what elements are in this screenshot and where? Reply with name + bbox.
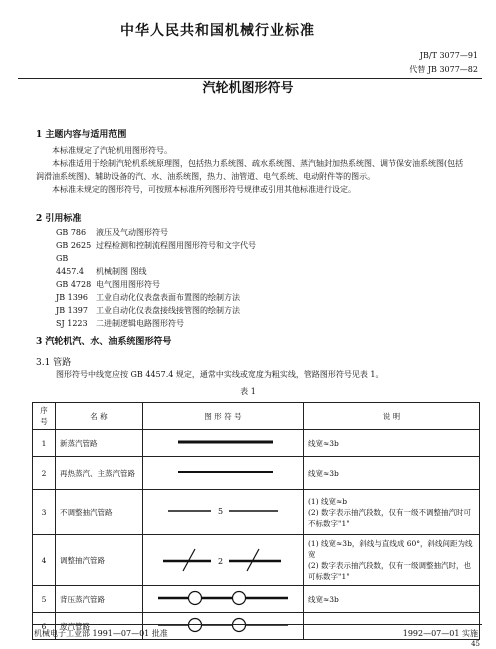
row-number: 5	[33, 586, 56, 613]
page-number: 45	[471, 640, 480, 648]
document-title: 汽轮机图形符号	[202, 81, 294, 96]
reference-code: GB 786	[56, 228, 87, 237]
section-1-heading: 1 主题内容与适用范围	[36, 130, 127, 140]
symbol-cell	[143, 535, 304, 586]
issuing-organization: 中华人民共和国机械行业标准	[120, 23, 315, 39]
table-row	[33, 457, 480, 490]
section-3-heading: 3 汽轮机汽、水、油系统图形符号	[36, 337, 172, 347]
reference-code: SJ 1223	[56, 319, 88, 328]
subsection-3-1-heading: 3.1 管路	[36, 358, 72, 368]
row-name: 调整抽汽管路	[56, 535, 143, 586]
header-no: 序号	[33, 403, 56, 430]
reference-item	[56, 252, 256, 278]
reference-title: 过程检测和控制流程图用图形符号和文字代号	[96, 241, 256, 250]
row-description: (1) 线宽≈b (2) 数字表示抽汽段数，仅有一级不调整抽汽时可不标数字"1"	[304, 490, 480, 535]
reference-list	[56, 226, 256, 330]
symbol-table	[32, 402, 480, 640]
thick-line-symbol	[143, 430, 303, 454]
symbol-cell	[143, 490, 304, 535]
circles-line-symbol	[143, 586, 303, 610]
section-1-body	[36, 144, 466, 196]
row-number: 6	[33, 613, 56, 640]
medium-line-symbol	[143, 457, 303, 487]
header-symbol: 图 形 符 号	[143, 403, 304, 430]
subsection-3-1-note: 图形符号中线宽应按 GB 4457.4 规定，通常中实线或宽度为粗实线，管路图形符号见表 1。	[56, 370, 384, 379]
table-row	[33, 490, 480, 535]
reference-code: GB 4728	[56, 280, 92, 289]
reference-item	[56, 304, 256, 317]
row-name: 新蒸汽管路	[56, 430, 143, 457]
row-description: 线宽≈3b	[304, 430, 480, 457]
reference-code: GB 2625	[56, 241, 92, 250]
reference-title: 电气图用图形符号	[96, 280, 160, 289]
standard-number: JB/T 3077—91	[419, 51, 478, 60]
row-name: 废汽管路	[56, 613, 143, 640]
reference-item	[56, 317, 256, 330]
row-name: 背压蒸汽管路	[56, 586, 143, 613]
row-description: (1) 线宽≈3b，斜线与直线成 60°，斜线间距为线宽 (2) 数字表示抽汽段数，仅有一级调整抽汽时，也可标数字"1"	[304, 535, 480, 586]
approval-line: 机械电子工业部 1991—07—01 批准	[34, 629, 168, 638]
symbol-cell	[143, 457, 304, 490]
row-number: 1	[33, 430, 56, 457]
section-1-paragraph: 本标准未规定的图形符号，可按照本标准所列图形符号规律或引用其他标准进行设定。	[52, 185, 356, 194]
reference-title: 工业自动化仪表盘表面布置图的绘制方法	[96, 293, 240, 302]
section-1-paragraph: 本标准规定了汽轮机用图形符号。	[52, 146, 172, 155]
standard-number-block	[409, 49, 478, 77]
table-caption: 表 1	[240, 387, 256, 396]
header-name: 名 称	[56, 403, 143, 430]
row-name: 再热蒸汽、主蒸汽管路	[56, 457, 143, 490]
row-description: 线宽≈3b	[304, 586, 480, 613]
row-name: 不调整抽汽管路	[56, 490, 143, 535]
reference-title: 二进制逻辑电路图形符号	[96, 319, 184, 328]
section-2-heading: 2 引用标准	[36, 214, 82, 224]
extraction-stage-number: 2	[218, 557, 224, 566]
row-number: 3	[33, 490, 56, 535]
reference-item	[56, 226, 256, 239]
row-number: 2	[33, 457, 56, 490]
reference-code: GB 4457.4	[56, 254, 84, 276]
implementation-line: 1992—07—01 实施	[402, 629, 478, 638]
reference-item	[56, 239, 256, 252]
table-row	[33, 586, 480, 613]
footer-rule	[32, 624, 482, 625]
reference-item	[56, 278, 256, 291]
section-1-paragraph: 本标准适用于绘制汽轮机系统原理图，包括热力系统图、疏水系统图、蒸汽轴封加热系统图、调节保安油系统图(包括润滑油系统图)、辅助设备的汽、水、油系统图，热力、油管道、电气系统、电动附件等的图示。	[36, 159, 464, 181]
reference-item	[56, 291, 256, 304]
row-number: 4	[33, 535, 56, 586]
reference-title: 机械制图 图线	[96, 267, 147, 276]
reference-title: 液压及气动图形符号	[96, 228, 168, 237]
row-description: 线宽≈3b	[304, 457, 480, 490]
table-header-row	[33, 403, 480, 430]
header-description: 说 明	[304, 403, 480, 430]
replaced-standard: 代替 JB 3077—82	[409, 65, 478, 74]
symbol-cell	[143, 430, 304, 457]
reference-code: JB 1396	[56, 293, 88, 302]
extraction-stage-number: 5	[218, 507, 224, 516]
numbered-line-symbol	[143, 490, 303, 532]
table-row	[33, 535, 480, 586]
reference-title: 工业自动化仪表盘接线接管图的绘制方法	[96, 306, 240, 315]
reference-code: JB 1397	[56, 306, 88, 315]
slashed-line-symbol	[143, 535, 303, 583]
symbol-cell	[143, 586, 304, 613]
table-row	[33, 430, 480, 457]
